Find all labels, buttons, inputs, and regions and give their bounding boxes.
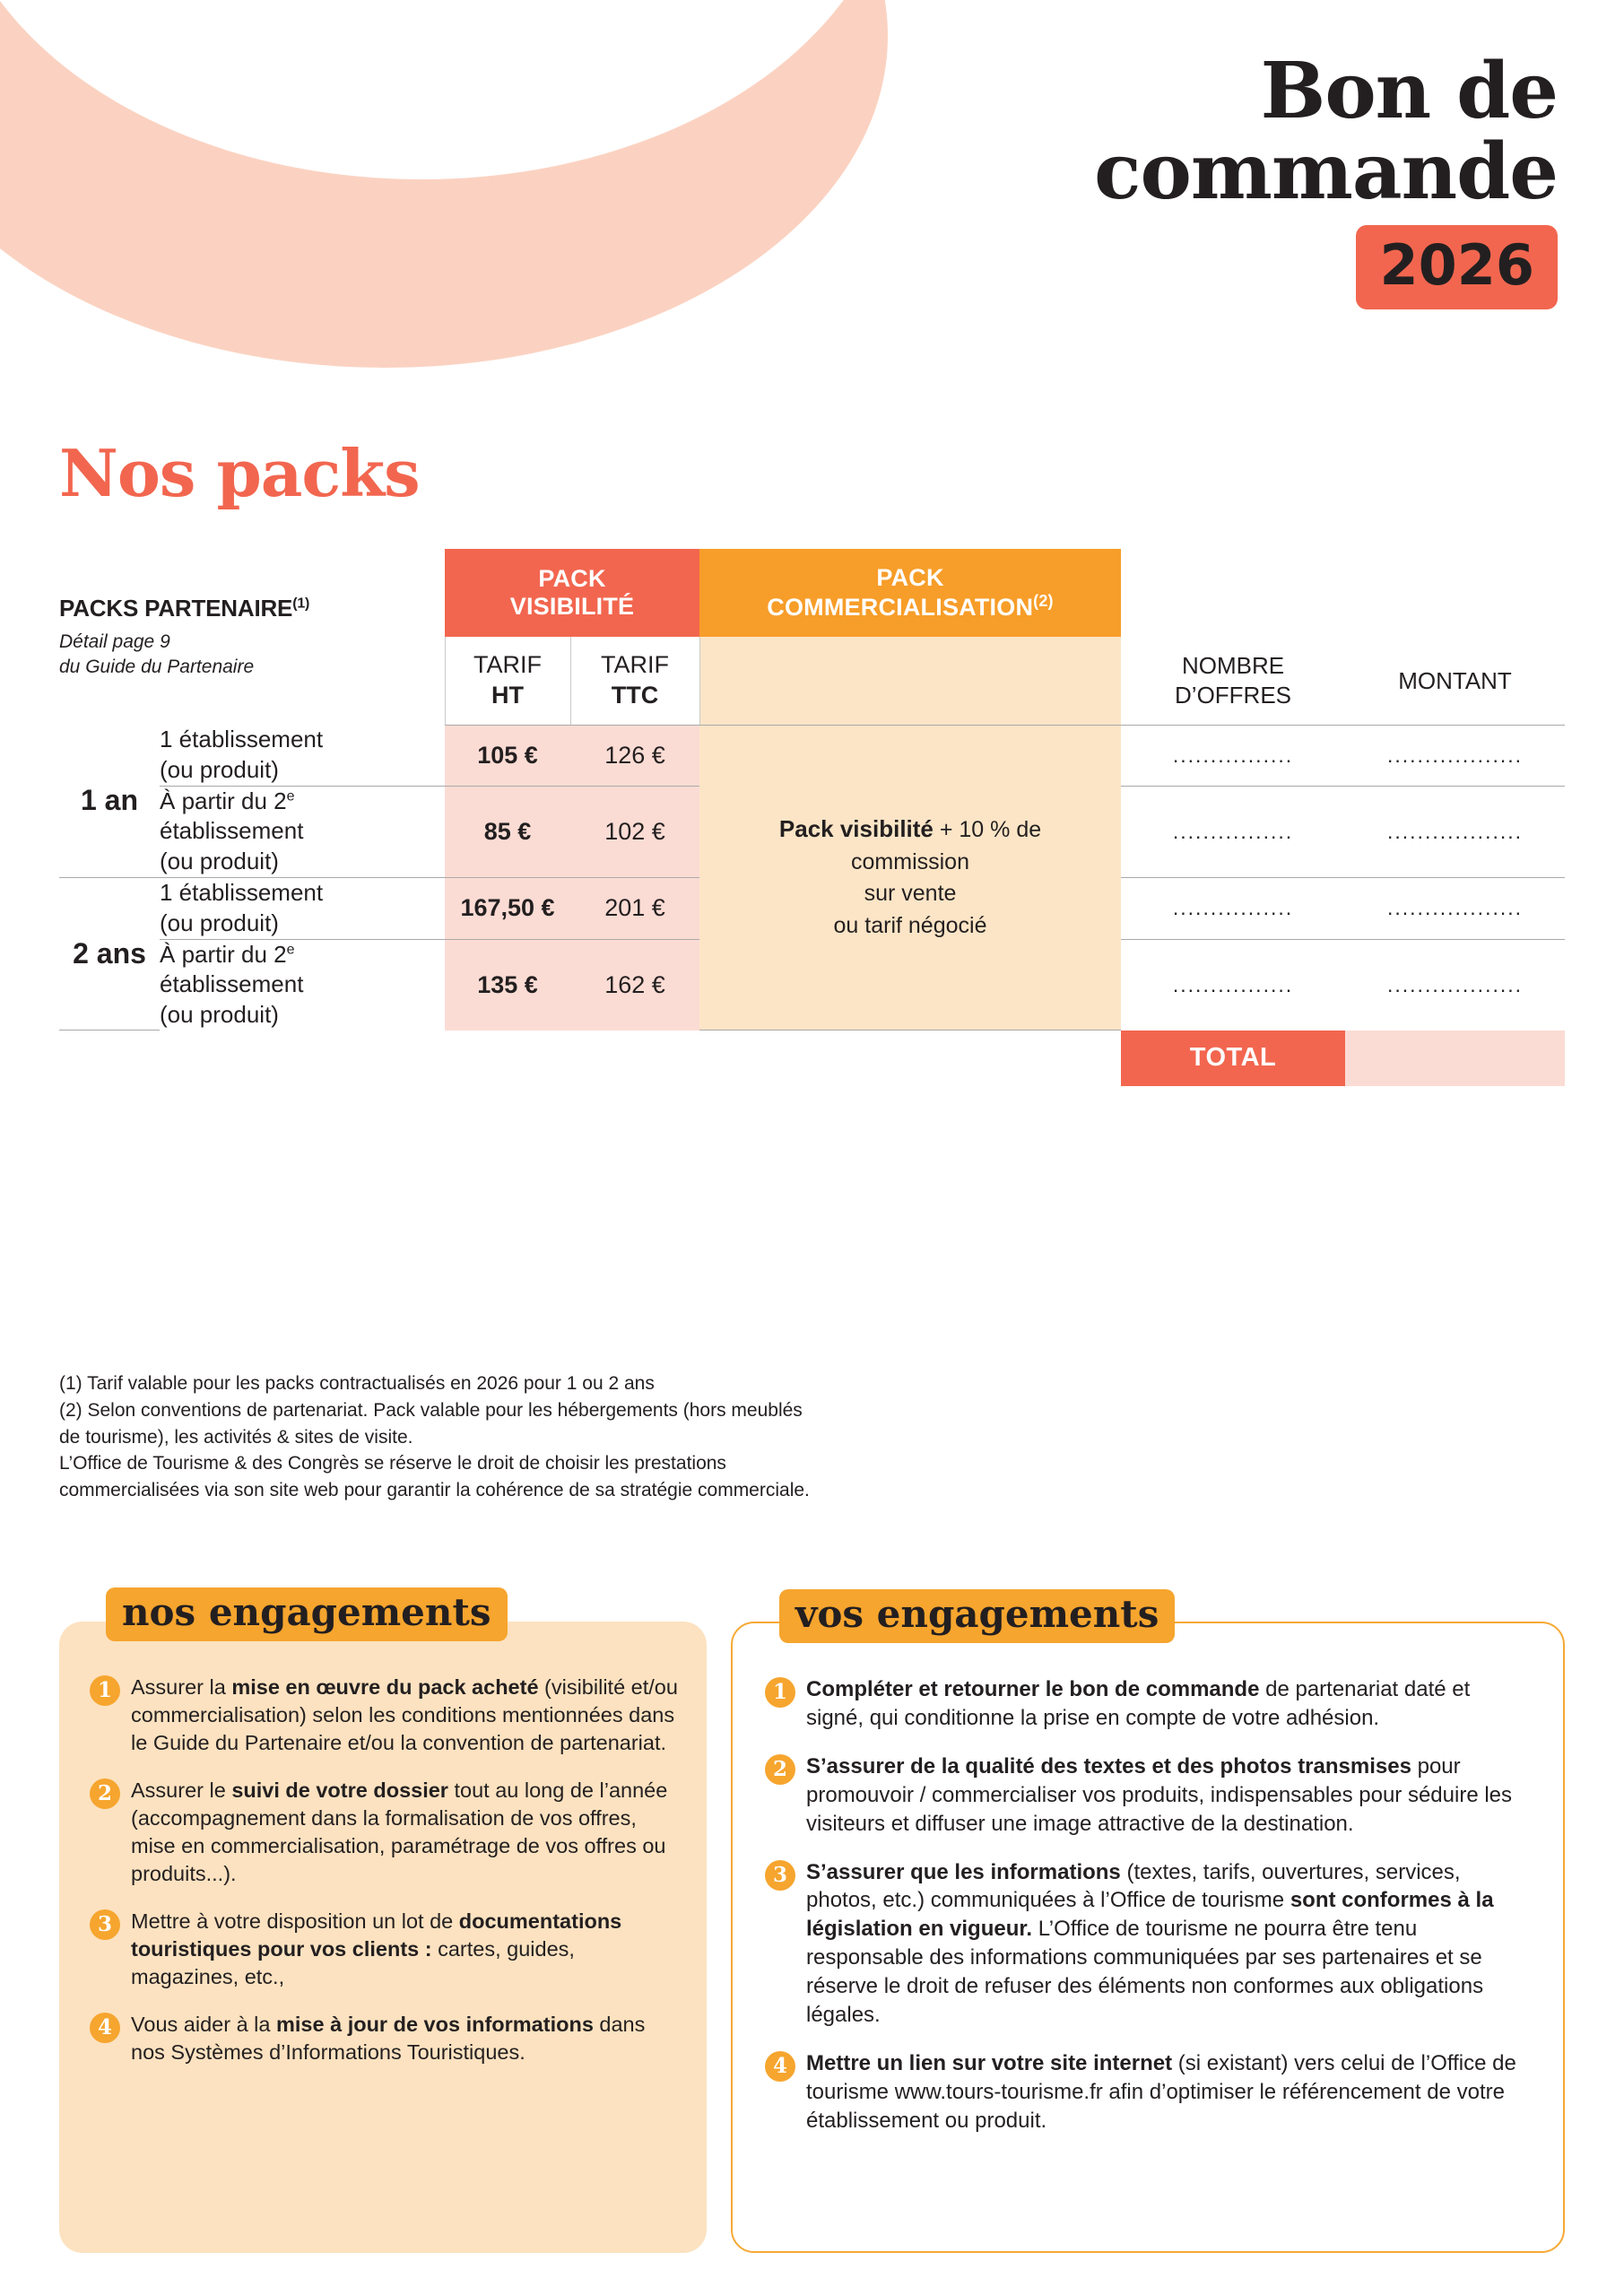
list-item [765, 1752, 1533, 1839]
footnote-line-1: (1) Tarif valable pour les packs contractualisés en 2026 pour 1 ou 2 ans [59, 1373, 655, 1394]
banner-pack-commercialisation [699, 549, 1121, 637]
duration-1-an: 1 an [59, 725, 160, 877]
nombre-offres-line-2: D’OFFRES [1175, 681, 1292, 709]
row-desc-line-2: établissement [160, 817, 304, 845]
row-description [160, 877, 445, 939]
total-value-input[interactable] [1345, 1031, 1565, 1086]
row-montant-input[interactable] [1345, 877, 1565, 939]
page-header [733, 46, 1558, 309]
subtitle-line-2: du Guide du Partenaire [59, 656, 255, 677]
row-desc-line-2: (ou produit) [160, 755, 279, 783]
tarif-ht-line-2: HT [491, 681, 525, 709]
page-title-line-2: commande [1094, 126, 1558, 218]
bullet-number-icon: 3 [90, 1909, 120, 1940]
montant-dots: .................. [1387, 819, 1524, 843]
banner-commercialisation-footnote-marker: (2) [1033, 592, 1054, 610]
montant-dots: .................. [1387, 743, 1524, 767]
bullet-number-icon: 2 [90, 1779, 120, 1809]
row-tarif-ht: 85 € [445, 786, 570, 877]
subheader-tarif-ttc [570, 637, 699, 725]
footnote-line-5: commercialisées via son site web pour garantir la cohérence de sa stratégie commerciale. [59, 1480, 810, 1501]
packs-table-zone [59, 549, 1565, 1086]
row-desc-line-2: établissement [160, 970, 304, 998]
row-tarif-ttc: 126 € [570, 725, 699, 786]
nombre-offres-dots: ................ [1172, 972, 1294, 996]
bullet-number-icon: 3 [765, 1860, 795, 1891]
footnote-line-3: de tourisme), les activités & sites de visite. [59, 1426, 413, 1448]
page-title-line-1: Bon de [1260, 46, 1558, 136]
packs-partenaire-title [59, 595, 445, 622]
banner-visibilite-line-2: VISIBILITÉ [509, 593, 635, 620]
row-montant-input[interactable] [1345, 786, 1565, 877]
bullet-number-icon: 1 [765, 1677, 795, 1708]
row-tarif-ht: 167,50 € [445, 877, 570, 939]
total-label: TOTAL [1121, 1031, 1345, 1086]
table-row [59, 725, 1565, 786]
packs-partenaire-subtitle [59, 630, 445, 679]
list-item [765, 2049, 1533, 2135]
footnote-line-4: L’Office de Tourisme & des Congrès se réserve le droit de choisir les prestations [59, 1453, 726, 1474]
duration-2-ans: 2 ans [59, 877, 160, 1030]
footnotes-block [59, 1370, 1046, 1504]
bullet-number-icon: 4 [90, 2013, 120, 2043]
row-nombre-offres-input[interactable] [1121, 939, 1345, 1031]
banner-spacer-nombre [1121, 549, 1345, 637]
card-nos-engagements [59, 1590, 707, 2253]
subheader-tarif-ht [445, 637, 570, 725]
bullet-number-icon: 1 [90, 1675, 120, 1706]
row-nombre-offres-input[interactable] [1121, 786, 1345, 877]
row-description [160, 786, 445, 877]
card-vos-engagements [731, 1592, 1565, 2253]
montant-dots: .................. [1387, 972, 1524, 996]
list-item-text: Compléter et retourner le bon de commande de partenariat daté et signé, qui conditionne la prise en compte de votre adhésion. [806, 1677, 1471, 1730]
list-item [90, 1674, 683, 1757]
row-tarif-ttc: 162 € [570, 939, 699, 1031]
vos-engagements-list [765, 1675, 1533, 2155]
vos-engagements-tab-label: vos engagements [779, 1589, 1175, 1643]
row-desc-line-1: 1 établissement [160, 878, 324, 906]
list-item [90, 2011, 683, 2066]
row-tarif-ht: 135 € [445, 939, 570, 1031]
row-description [160, 725, 445, 786]
list-item-text: Assurer la mise en œuvre du pack acheté (visibilité et/ou commercialisation) selon les conditions mentionnées dans le Guide du Partenaire et/ou la convention de partenariat. [131, 1675, 678, 1755]
commercialisation-line-2: + 10 % de commission [851, 817, 1042, 874]
row-desc-line-3: (ou produit) [160, 848, 279, 875]
subheader-montant: MONTANT [1345, 637, 1565, 725]
banner-commercialisation-line-1: PACK [876, 563, 944, 591]
commercialisation-line-1: Pack visibilité [778, 815, 934, 843]
nos-engagements-tab-label: nos engagements [106, 1587, 508, 1641]
row-desc-ordinal-suffix: e [286, 787, 295, 804]
subheader-nombre-offres [1121, 637, 1345, 725]
nombre-offres-dots: ................ [1172, 819, 1294, 843]
row-desc-line-1: 1 établissement [160, 726, 324, 752]
row-description [160, 939, 445, 1031]
row-tarif-ttc: 201 € [570, 877, 699, 939]
row-desc-line-2: (ou produit) [160, 909, 279, 936]
list-item-text: S’assurer de la qualité des textes et des photos transmises pour promouvoir / commercialiser vos produits, indispensables pour séduire les visiteurs et diffuser une image attractive de la destination. [806, 1753, 1513, 1836]
bullet-number-icon: 2 [765, 1754, 795, 1785]
packs-table [59, 549, 1565, 1086]
nombre-offres-dots: ................ [1172, 896, 1294, 920]
row-montant-input[interactable] [1345, 939, 1565, 1031]
packs-partenaire-header-cell [59, 549, 445, 725]
commercialisation-line-4: ou tarif négocié [833, 912, 987, 938]
row-desc-line-1: À partir du 2 [160, 940, 287, 968]
tarif-ttc-line-1: TARIF [601, 651, 670, 678]
total-row-spacer [59, 1031, 1121, 1086]
table-banner-row [59, 549, 1565, 637]
montant-dots: .................. [1387, 896, 1524, 920]
row-desc-line-3: (ou produit) [160, 1001, 279, 1029]
row-desc-ordinal-suffix: e [286, 941, 295, 957]
list-item [90, 1777, 683, 1888]
footnote-line-2: (2) Selon conventions de partenariat. Pack valable pour les hébergements (hors meublés [59, 1399, 803, 1421]
row-tarif-ttc: 102 € [570, 786, 699, 877]
list-item-text: Assurer le suivi de votre dossier tout au long de l’année (accompagnement dans la formalisation de vos offres, mise en commercialisation, paramétrage de vos offres ou produits...). [131, 1779, 668, 1886]
bullet-number-icon: 4 [765, 2051, 795, 2082]
commercialisation-merged-cell [699, 725, 1121, 1031]
list-item [765, 1675, 1533, 1733]
row-nombre-offres-input[interactable] [1121, 877, 1345, 939]
commercialisation-subheader-spacer [699, 637, 1121, 725]
banner-commercialisation-line-2: COMMERCIALISATION [767, 594, 1034, 621]
nombre-offres-dots: ................ [1172, 743, 1294, 767]
subtitle-line-1: Détail page 9 [59, 631, 170, 653]
row-nombre-offres-input[interactable] [1121, 725, 1345, 786]
list-item [90, 1908, 683, 1991]
row-desc-line-1: À partir du 2 [160, 787, 287, 814]
banner-visibilite-line-1: PACK [538, 564, 606, 592]
tarif-ht-line-1: TARIF [473, 651, 543, 678]
commercialisation-line-3: sur vente [864, 881, 957, 907]
list-item [765, 1858, 1533, 2030]
year-badge: 2026 [1356, 225, 1558, 309]
table-total-row [59, 1031, 1565, 1086]
tarif-ttc-line-2: TTC [611, 681, 659, 709]
list-item-text: S’assurer que les informations (textes, tarifs, ouvertures, services, photos, etc.) communiquées à l’Office de tourisme sont conformes à la législation en vigueur. L’Office de tourisme ne pourra être tenu responsable des informations communiquées par ses partenaires et se réserve le droit de refuser des éléments non conformes aux obligations légales. [806, 1859, 1494, 2028]
row-tarif-ht: 105 € [445, 725, 570, 786]
packs-partenaire-title-text: PACKS PARTENAIRE [59, 595, 293, 622]
list-item-text: Mettre à votre disposition un lot de documentations touristiques pour vos clients : cartes, guides, magazines, etc., [131, 1909, 622, 1989]
nombre-offres-line-1: NOMBRE [1181, 652, 1285, 680]
nos-engagements-list [90, 1674, 683, 2086]
commercialisation-description [699, 813, 1121, 942]
list-item-text: Mettre un lien sur votre site internet (si existant) vers celui de l’Office de tourisme www.tours-tourisme.fr afin d’optimiser le référencement de votre établissement ou produit. [806, 2050, 1516, 2133]
row-montant-input[interactable] [1345, 725, 1565, 786]
packs-partenaire-footnote-marker: (1) [292, 596, 310, 612]
banner-pack-visibilite [445, 549, 699, 637]
banner-spacer-montant [1345, 549, 1565, 637]
list-item-text: Vous aider à la mise à jour de vos informations dans nos Systèmes d’Informations Touristiques. [131, 2013, 646, 2065]
section-title-nos-packs: Nos packs [59, 435, 420, 511]
